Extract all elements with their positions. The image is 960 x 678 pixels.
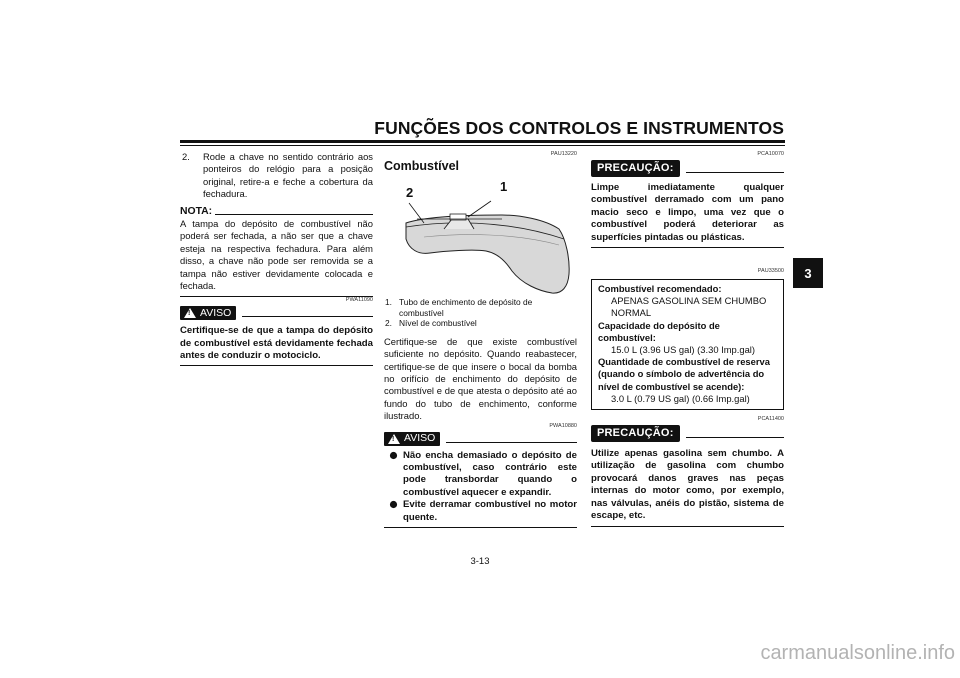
caption-item [384,318,577,329]
figure-captions [384,297,577,329]
bullet-dot-icon [389,451,398,460]
warning-end-rule [384,527,577,528]
section-title: Combustível [384,159,460,173]
fuel-tank-figure [384,179,577,299]
caption-text: Nível de combustível [399,318,477,329]
warning-code: PWA10880 [549,422,577,429]
warning-triangle-icon: ! [388,434,400,444]
step-text: Rode a chave no sentido contrário aos ponteiros do relógio para a posição original, retire-a e feche a cobertura da fechadura. [203,151,373,200]
fuel-spec-box [591,279,784,410]
bullet-text: Não encha demasiado o depósito de combustível, caso contrário este pode transbordar quando o combustível aquecer e expandir. [403,449,577,498]
spec-fuel-label: Combustível recomendado: [598,283,722,295]
fuel-body-text: Certifique-se de que existe combustível suficiente no depósito. Quando reabastecer, certifique-se de que insere o bocal da bomba no orifício de enchimento do depósito de combustível e de que atesta o depósito até ao fundo do tubo de enchimento, conforme ilustrado. [384,335,577,422]
warning-rule [446,442,577,443]
column-left [180,151,373,366]
page-header-title: FUNÇÕES DOS CONTROLOS E INSTRUMENTOS [374,118,784,138]
chapter-tab: 3 [793,258,823,288]
bullet-text: Evite derramar combustível no motor quente. [403,499,577,523]
caution-rule [686,437,784,438]
bullet-item [384,499,577,524]
caution-heading [591,159,784,178]
spec-fuel-value: APENAS GASOLINA SEM CHUMBO NORMAL [611,295,767,319]
warning-label: AVISO [200,307,232,320]
caution-code: PCA11400 [757,416,784,423]
caution-rule [686,172,784,173]
spec-reserve-value: 3.0 L (0.79 US gal) (0.66 Imp.gal) [611,392,750,404]
caption-number: 2. [385,318,392,329]
caption-number: 1. [385,297,392,307]
step-number: 2. [182,151,190,162]
caution-text: Limpe imediatamente qualquer combustível derramado com um pano macio seco e limpo, uma vez que o combustível poderá deteriorar as superfícies pintadas ou plásticas. [591,182,784,243]
section-code: PAU13220 [550,151,577,157]
caption-text: Tubo de enchimento de depósito de combustível [399,297,533,318]
note-heading [180,206,373,218]
warning-badge [384,432,440,446]
caution-code: PCA10070 [757,151,784,157]
warning-text: Certifique-se de que a tampa do depósito de combustível está devidamente fechada antes de conduzir o motociclo. [180,325,373,362]
note-rule [215,214,373,215]
bullet-item [384,450,577,500]
caution-text: Utilize apenas gasolina sem chumbo. A utilização de gasolina com chumbo provocará danos graves nas peças internas do motor como, por exemplo, nas válvulas, anéis do pistão, sistema de escape, etc. [591,448,784,522]
spec-capacity-value: 15.0 L (3.96 US gal) (3.30 Imp.gal) [611,344,755,356]
spec-capacity-label: Capacidade do depósito de combustível: [598,319,720,343]
figure-label-1: 1 [500,179,508,194]
bullet-dot-icon [389,500,398,509]
step-item [180,151,373,201]
warning-triangle-icon: ! [184,308,196,318]
warning-heading [384,431,577,447]
figure-label-2: 2 [406,185,414,200]
warning-code: PWA11090 [345,297,373,304]
warning-heading [180,305,373,321]
header-rule-thin [180,145,785,146]
warning-badge [180,306,236,320]
warning-label: AVISO [404,432,436,445]
caution-badge: PRECAUÇÃO: [591,425,680,442]
warning-end-rule [180,365,373,366]
spec-code: PAU33500 [757,268,784,275]
header-rule [180,140,785,143]
column-right [591,151,784,527]
spec-reserve-label: Quantidade de combustível de reserva (quando o símbolo de advertência do nível de combustível se acende): [598,356,770,392]
page-number: 3-13 [470,556,490,567]
note-text: A tampa do depósito de combustível não poderá ser fechada, a não ser que a chave esteja na respectiva fechadura. Para além disso, a chave não pode ser removida se a tampa não estiver devidamente colocada e fechada. [180,218,373,292]
column-middle [384,151,577,528]
caption-item [384,297,577,318]
caution-heading [591,424,784,443]
note-label: NOTA: [180,205,213,217]
caution-badge: PRECAUÇÃO: [591,160,680,177]
warning-rule [242,316,373,317]
warning-bullets [384,450,577,524]
caution-end-rule [591,247,784,248]
caution-end-rule [591,526,784,527]
footer-watermark: carmanualsonline.info [760,642,955,664]
